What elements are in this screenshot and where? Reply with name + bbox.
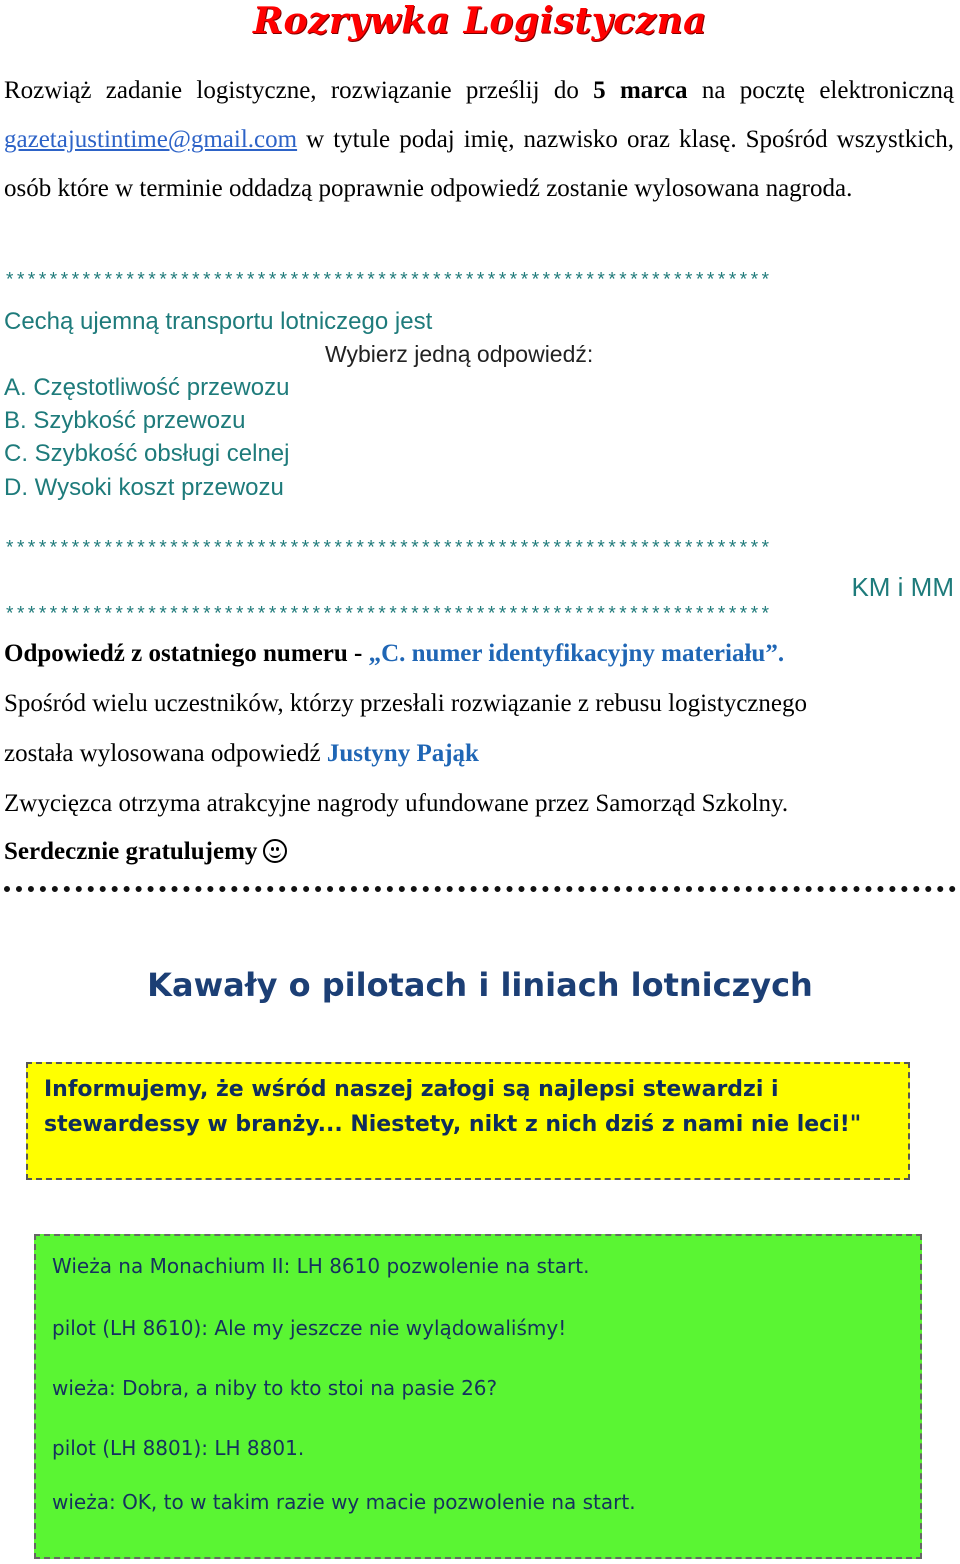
- result-prefix: została wylosowana odpowiedź: [4, 740, 327, 767]
- page-title: Rozrywka Logistyczna: [253, 0, 707, 42]
- quiz-question: Cechą ujemną transportu lotniczego jest: [4, 308, 433, 335]
- joke-yellow-line-2: stewardessy w branży... Niestety, nikt z nich dziś z nami nie leci!": [44, 1112, 862, 1137]
- dotted-divider: [4, 886, 956, 892]
- deadline: 5 marca: [593, 77, 688, 104]
- star-separator: **********************************************************************: [4, 538, 771, 560]
- joke-green-line-4: pilot (LH 8801): LH 8801.: [52, 1436, 305, 1460]
- result-line-1: Spośród wielu uczestników, którzy przesłali rozwiązanie z rebusu logistycznego: [4, 690, 807, 717]
- congratulations: [4, 838, 287, 866]
- quiz-option-a: A. Częstotliwość przewozu: [4, 374, 290, 401]
- smiley-icon: [263, 839, 287, 863]
- joke-green-line-3: wieża: Dobra, a niby to kto stoi na pasie 26?: [52, 1376, 498, 1400]
- joke-green-line-5: wieża: OK, to w takim razie wy macie pozwolenie na start.: [52, 1490, 636, 1514]
- quiz-option-c: C. Szybkość obsługi celnej: [4, 440, 290, 467]
- answer-value: „C. numer identyfikacyjny materiału”.: [368, 640, 785, 667]
- congratulations-text: Serdecznie gratulujemy: [4, 838, 258, 865]
- answer-prefix: Odpowiedź z ostatniego numeru -: [4, 640, 369, 667]
- intro-text-3: w tytule podaj imię, nazwisko oraz klasę. Spośród wszystkich, osób które w terminie oddadzą poprawnie odpowiedź zostanie wylosowana nagroda.: [4, 126, 954, 202]
- intro-paragraph: [4, 66, 954, 213]
- previous-answer: [4, 640, 784, 668]
- quiz-option-d: D. Wysoki koszt przewozu: [4, 474, 284, 501]
- winner-name: Justyny Pająk: [326, 740, 479, 767]
- authors-signature: KM i MM: [851, 572, 954, 602]
- intro-text-2: na pocztę elektroniczną: [687, 77, 954, 104]
- email-link[interactable]: gazetajustintime@gmail.com: [4, 126, 298, 153]
- joke-green-line-2: pilot (LH 8610): Ale my jeszcze nie wylądowaliśmy!: [52, 1316, 567, 1340]
- joke-green-box: [34, 1234, 922, 1559]
- result-line-3: Zwycięzca otrzyma atrakcyjne nagrody ufundowane przez Samorząd Szkolny.: [4, 790, 789, 817]
- quiz-option-b: B. Szybkość przewozu: [4, 407, 246, 434]
- joke-yellow-line-1: Informujemy, że wśród naszej załogi są najlepsi stewardzi i: [44, 1077, 779, 1102]
- star-separator: **********************************************************************: [4, 270, 771, 292]
- jokes-heading: Kawały o pilotach i liniach lotniczych: [147, 966, 813, 1004]
- star-separator: **********************************************************************: [4, 604, 771, 626]
- joke-green-line-1: Wieża na Monachium II: LH 8610 pozwolenie na start.: [52, 1254, 590, 1278]
- quiz-instruction: Wybierz jedną odpowiedź:: [325, 341, 594, 367]
- result-line-2: [4, 740, 479, 768]
- joke-yellow-box: [26, 1062, 910, 1180]
- intro-text-1: Rozwiąż zadanie logistyczne, rozwiązanie prześlij do: [4, 77, 594, 104]
